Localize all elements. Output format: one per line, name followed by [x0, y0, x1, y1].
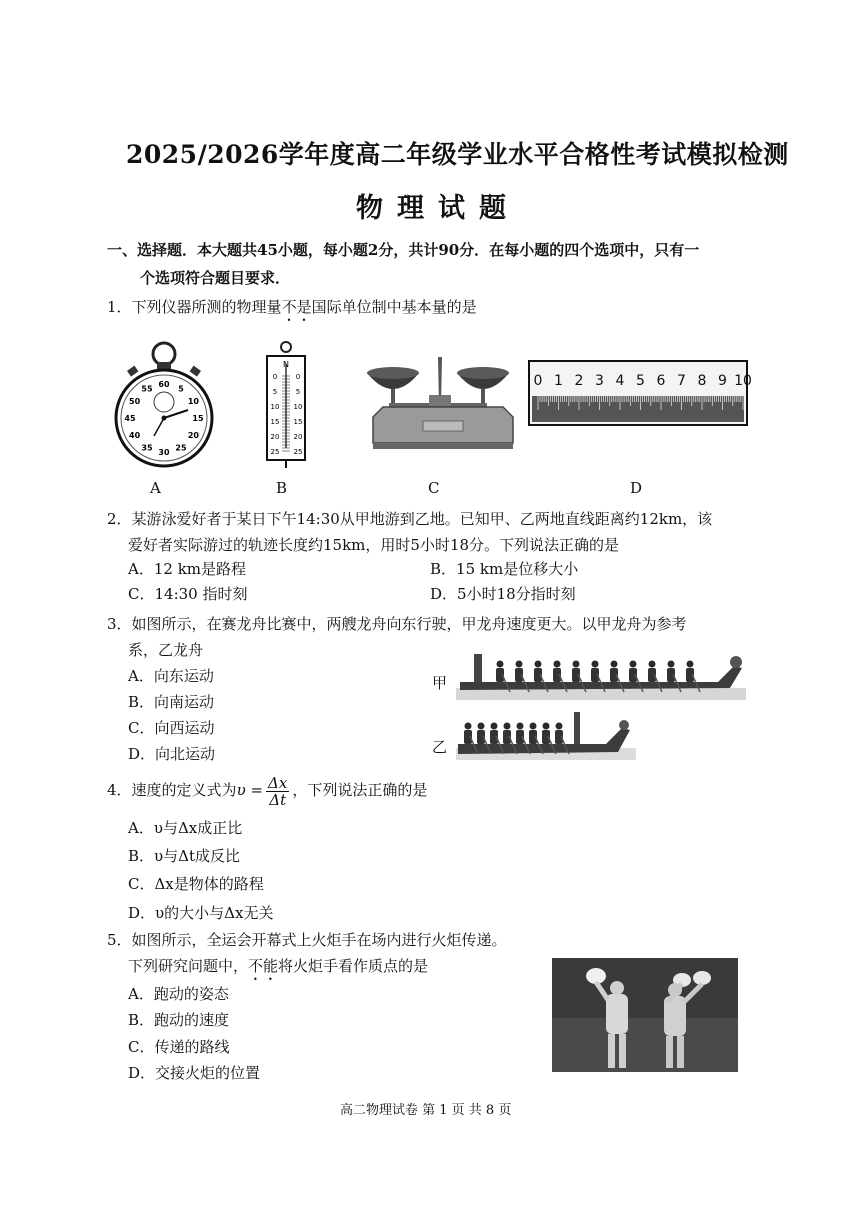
scale-number-left: 25 [270, 448, 280, 456]
question-number: 3． [107, 615, 132, 633]
stem-text: 速度的定义式为 [131, 781, 237, 799]
stem-text: 下列仪器所测的物理量 [131, 298, 282, 316]
torch-bearers-photo [552, 958, 738, 1072]
question-2-option-c: C．14:30 指时刻 [128, 585, 248, 603]
rower-head [554, 661, 561, 668]
stopwatch-dial-number: 45 [124, 414, 136, 423]
ruler-number: 1 [554, 373, 563, 389]
stem-text: 某游泳爱好者于某日下午14:30从甲地游到乙地。已知甲、乙两地直线距离约12km，该 [131, 510, 713, 528]
question-4-option-c: C．Δx是物体的路程 [128, 875, 264, 893]
formula-denominator: Δt [269, 790, 287, 809]
option-label-a: A [150, 479, 161, 497]
stem-text: 如图所示，全运会开幕式上火炬手在场内进行火炬传递。 [131, 931, 507, 949]
rower-head [530, 723, 537, 730]
boat-label-yi: 乙 [432, 738, 448, 756]
ruler-number: 5 [636, 373, 645, 389]
scale-number-left: 15 [270, 418, 280, 426]
stem-text: ，下列说法正确的是 [292, 781, 428, 799]
stopwatch-dial-number: 10 [187, 397, 199, 406]
stem-text: 将火炬手看作质点的是 [278, 957, 429, 975]
scale-number-left: 5 [272, 388, 278, 396]
rower-head [573, 661, 580, 668]
scale-number-right: 10 [293, 403, 303, 411]
option-label-d: D [630, 479, 643, 497]
question-3-option-d: D．向北运动 [128, 745, 216, 763]
rower-head [592, 661, 599, 668]
rower-head [630, 661, 637, 668]
balance-image [363, 355, 523, 455]
rower-head [497, 661, 504, 668]
question-3-option-a: A．向东运动 [128, 667, 214, 685]
stopwatch-dial-number: 50 [129, 397, 141, 406]
ruler-number: 0 [533, 373, 543, 389]
rower-head [556, 723, 563, 730]
section-instruction-cont: 个选项符合题目要求． [140, 269, 291, 287]
scale-number-right: 15 [293, 418, 303, 426]
scale-number-left: 0 [272, 373, 278, 381]
dragon-boat-jia-image [456, 646, 746, 702]
question-5-stem-cont [128, 956, 428, 984]
stopwatch-dial-number: 55 [141, 384, 153, 394]
scale-number-left: 20 [270, 433, 280, 441]
rower-head [465, 723, 472, 730]
dragon-boat-yi-image [456, 706, 636, 762]
stopwatch-dial-number: 35 [141, 443, 153, 453]
rower-head [478, 723, 485, 730]
stem-text: 如图所示，在赛龙舟比赛中，两艘龙舟向东行驶，甲龙舟速度更大。以甲龙舟为参考 [131, 615, 687, 633]
ruler-number: 9 [718, 373, 727, 389]
question-5-option-d: D．交接火炬的位置 [128, 1064, 261, 1082]
ruler-number: 2 [574, 373, 584, 389]
stopwatch-dial-number: 40 [129, 431, 141, 440]
formula-lhs: υ = [236, 781, 264, 799]
question-4-stem [107, 770, 427, 810]
question-number: 1． [107, 298, 132, 316]
stopwatch-dial-number: 5 [178, 384, 184, 394]
question-2-stem [107, 509, 712, 529]
scale-number-right: 25 [293, 448, 303, 456]
page-footer: 高二物理试卷 第 1 页 共 8 页 [340, 1103, 512, 1118]
question-3-stem-cont: 系，乙龙舟 [128, 641, 204, 659]
spring-scale-image [263, 340, 309, 470]
velocity-formula [266, 775, 289, 808]
rower-head [491, 723, 498, 730]
stopwatch-dial-number: 25 [175, 443, 187, 453]
question-2-option-d: D．5小时18分指时刻 [430, 585, 576, 603]
question-4-option-a: A．υ与Δx成正比 [128, 819, 243, 837]
question-2-option-b: B．15 km是位移大小 [430, 560, 579, 578]
option-label-c: C [428, 479, 440, 497]
option-label-b: B [276, 479, 288, 497]
scale-number-right: 0 [295, 373, 301, 381]
stem-text: 国际单位制中基本量的是 [311, 298, 477, 316]
stopwatch-dial-number: 15 [192, 414, 204, 423]
rower-head [516, 661, 523, 668]
ruler-image [528, 360, 752, 426]
section-instruction: 一、选择题．本大题共45小题，每小题2分，共计90分．在每小题的四个选项中，只有一 [107, 241, 700, 259]
formula-numerator: Δx [268, 773, 288, 792]
emphasis-text: 不是 [281, 298, 312, 316]
question-number: 2． [107, 510, 132, 528]
question-5-option-c: C．传递的路线 [128, 1038, 230, 1056]
rower-head [668, 661, 675, 668]
emphasis-text: 不能 [248, 957, 279, 975]
ruler-number: 8 [697, 373, 707, 389]
question-3-option-b: B．向南运动 [128, 693, 215, 711]
scale-number-left: 10 [270, 403, 280, 411]
rower-head [649, 661, 656, 668]
boat-label-jia: 甲 [432, 674, 448, 692]
rower-head [504, 723, 511, 730]
rower-head [687, 661, 694, 668]
scale-unit-label: N [283, 360, 289, 369]
stopwatch-dial-number: 20 [187, 431, 199, 440]
ruler-number: 10 [734, 373, 752, 389]
stem-text: 下列研究问题中， [128, 957, 249, 975]
scale-number-right: 20 [293, 433, 303, 441]
question-3-stem [107, 614, 687, 634]
question-5-option-b: B．跑动的速度 [128, 1011, 230, 1029]
stopwatch-image [108, 340, 220, 468]
exam-title: 2025/2026学年度高二年级学业水平合格性考试模拟检测 [126, 140, 789, 169]
ruler-number: 4 [615, 373, 625, 389]
scale-number-right: 5 [295, 388, 301, 396]
subject-title: 物理试题 [356, 193, 520, 224]
ruler-number: 3 [595, 373, 604, 389]
rower-head [535, 661, 542, 668]
rower-head [611, 661, 618, 668]
question-number: 5． [107, 931, 132, 949]
question-5-option-a: A．跑动的姿态 [128, 985, 229, 1003]
question-4-option-b: B．υ与Δt成反比 [128, 847, 241, 865]
rower-head [543, 723, 550, 730]
ruler-number: 7 [677, 373, 686, 389]
question-number: 4． [107, 781, 132, 799]
question-4-option-d: D．υ的大小与Δx无关 [128, 904, 274, 922]
ruler-number: 6 [656, 373, 666, 389]
stopwatch-dial-number: 60 [158, 380, 170, 389]
question-3-option-c: C．向西运动 [128, 719, 215, 737]
question-5-stem [107, 930, 507, 950]
question-2-stem-cont: 爱好者实际游过的轨迹长度约15km，用时5小时18分。下列说法正确的是 [128, 536, 620, 554]
question-1-stem [107, 297, 477, 325]
rower-head [517, 723, 524, 730]
question-2-option-a: A．12 km是路程 [128, 560, 247, 578]
stopwatch-dial-number: 30 [158, 448, 170, 457]
